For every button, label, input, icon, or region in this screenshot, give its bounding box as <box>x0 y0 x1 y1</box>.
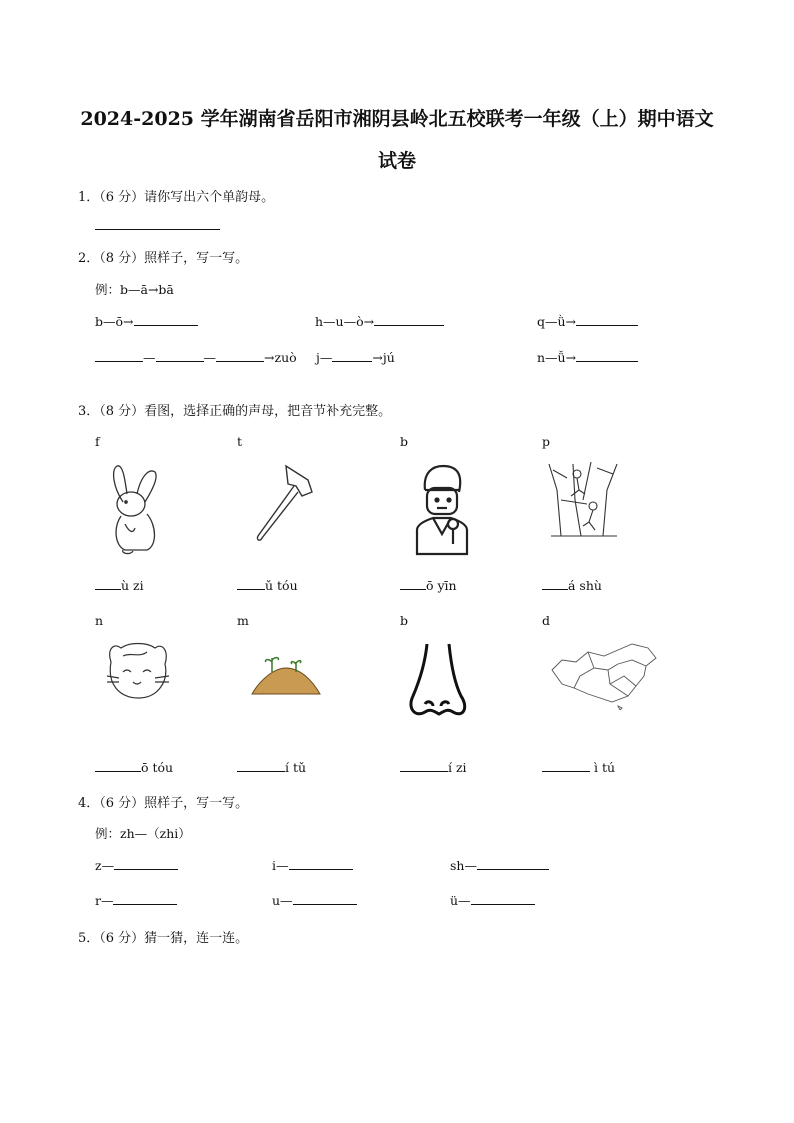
q3-answer <box>95 760 173 775</box>
rabbit-picture <box>103 462 163 557</box>
q3-answer <box>95 578 144 593</box>
q4-item-label: u— <box>272 893 293 908</box>
q4-item-label: z— <box>95 858 115 873</box>
q3-letter: d <box>542 613 551 628</box>
q2-item-zuo <box>95 350 297 365</box>
answer-blank[interactable] <box>114 858 178 870</box>
q3-answer-text: ù zi <box>121 578 144 593</box>
answer-blank[interactable] <box>374 314 444 326</box>
question-5: 5．（6 分）猜一猜，连一连。 <box>78 931 249 946</box>
page-title-continued: 试卷 <box>377 150 416 172</box>
q2-item-b-o <box>95 314 198 329</box>
arrow-icon: → <box>264 350 275 365</box>
answer-blank[interactable] <box>471 893 535 905</box>
q4-item-label: sh— <box>450 858 477 873</box>
q3-letter: p <box>542 434 551 449</box>
answer-blank[interactable] <box>477 858 549 870</box>
q3-answer <box>237 760 306 775</box>
q4-example: 例：zh—（zhi） <box>95 826 191 841</box>
q3-letter: t <box>237 434 243 449</box>
q3-letter: b <box>400 434 409 449</box>
china-map-picture <box>548 640 663 710</box>
announcer-picture <box>413 462 471 558</box>
answer-blank[interactable] <box>542 760 590 772</box>
q3-answer-text: í zi <box>448 760 467 775</box>
q3-letter: n <box>95 613 104 628</box>
axe-picture <box>250 462 320 542</box>
answer-blank[interactable] <box>237 760 285 772</box>
q2-example: 例：b—ā→bā <box>95 282 174 297</box>
q3-answer-text: ì tú <box>590 760 616 775</box>
q4-item <box>95 893 177 908</box>
q4-item-label: ü— <box>450 893 471 908</box>
q3-answer-text: ǔ tóu <box>265 578 298 593</box>
q4-item <box>450 893 535 908</box>
answer-blank[interactable] <box>216 350 264 362</box>
answer-blank[interactable] <box>156 350 204 362</box>
answer-blank[interactable] <box>576 314 638 326</box>
q2-item-h-u-o <box>315 314 444 329</box>
answer-blank[interactable] <box>289 858 353 870</box>
dash: — <box>143 350 156 365</box>
q4-item <box>272 893 357 908</box>
answer-blank-1[interactable] <box>95 218 220 230</box>
q2-item-q-u <box>537 314 638 329</box>
q3-answer-text: ō tóu <box>141 760 174 775</box>
q4-item <box>450 858 549 873</box>
answer-blank[interactable] <box>332 350 372 362</box>
q3-answer-text: á shù <box>568 578 602 593</box>
q3-answer-text: ō yīn <box>426 578 457 593</box>
cat-face-picture <box>103 638 173 703</box>
answer-blank[interactable] <box>95 578 121 590</box>
q2-result: jú <box>382 350 395 365</box>
climbing-tree-picture <box>547 460 622 540</box>
q3-letter: m <box>237 613 249 628</box>
answer-blank[interactable] <box>400 578 426 590</box>
answer-blank[interactable] <box>293 893 357 905</box>
q4-item <box>272 858 353 873</box>
q3-answer <box>542 760 615 775</box>
q3-letter: b <box>400 613 409 628</box>
q4-item-label: r— <box>95 893 114 908</box>
question-4: 4．（6 分）照样子，写一写。 <box>78 796 249 811</box>
q3-letter: f <box>95 434 100 449</box>
soil-mound-picture <box>250 650 322 698</box>
question-3: 3．（8 分）看图，选择正确的声母，把音节补充完整。 <box>78 404 392 419</box>
q3-answer <box>542 578 602 593</box>
question-1: 1．（6 分）请你写出六个单韵母。 <box>78 190 275 205</box>
nose-picture <box>405 640 470 720</box>
q3-answer-text: í tǔ <box>285 760 307 775</box>
q3-answer <box>400 578 457 593</box>
answer-blank[interactable] <box>400 760 448 772</box>
answer-blank[interactable] <box>542 578 568 590</box>
arrow-icon: → <box>372 350 383 365</box>
q2-item-label: q—ǜ→ <box>537 314 577 329</box>
answer-blank[interactable] <box>95 760 141 772</box>
q2-item-label: n—ǚ→ <box>537 350 577 365</box>
q4-item <box>95 858 178 873</box>
q3-answer <box>237 578 298 593</box>
dash: — <box>203 350 216 365</box>
q2-item-n-u <box>537 350 638 365</box>
q2-result: zuò <box>274 350 297 365</box>
answer-blank[interactable] <box>576 350 638 362</box>
q2-item-label: j— <box>316 350 333 365</box>
question-2: 2．（8 分）照样子，写一写。 <box>78 251 249 266</box>
q2-item-ju <box>316 350 395 365</box>
answer-blank[interactable] <box>134 314 198 326</box>
q4-item-label: i— <box>272 858 289 873</box>
page-title: 2024-2025 学年湖南省岳阳市湘阴县岭北五校联考一年级（上）期中语文 <box>80 108 714 130</box>
q2-item-label: h—u—ò→ <box>315 314 375 329</box>
q2-item-label: b—ō→ <box>95 314 134 329</box>
answer-blank[interactable] <box>237 578 265 590</box>
answer-blank[interactable] <box>95 350 143 362</box>
answer-blank[interactable] <box>113 893 177 905</box>
q3-answer <box>400 760 467 775</box>
